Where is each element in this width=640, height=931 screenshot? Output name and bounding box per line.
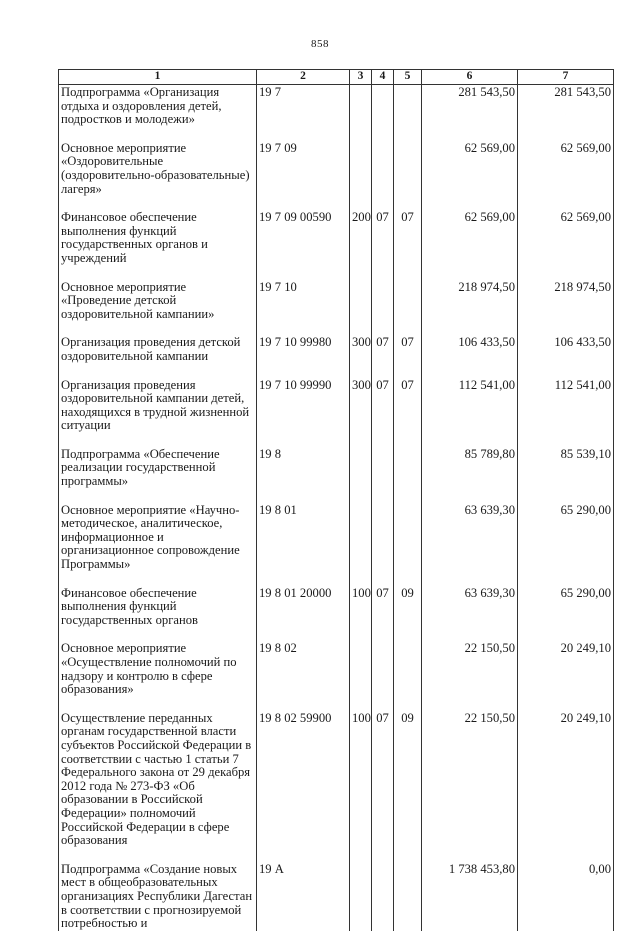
row-col5: 07 bbox=[394, 210, 422, 265]
table-row bbox=[59, 711, 614, 848]
row-code: 19 7 10 bbox=[257, 280, 350, 322]
row-spacer bbox=[59, 433, 614, 447]
row-name: Основное мероприятие «Проведение детской оздоровительной кампании» bbox=[59, 280, 257, 322]
row-amount-6: 22 150,50 bbox=[422, 711, 518, 848]
table-row bbox=[59, 503, 614, 572]
table-row bbox=[59, 378, 614, 433]
row-col3 bbox=[350, 141, 372, 196]
row-spacer bbox=[59, 364, 614, 378]
budget-table bbox=[58, 69, 614, 931]
row-amount-6: 22 150,50 bbox=[422, 641, 518, 696]
table-row bbox=[59, 85, 614, 127]
row-col3: 300 bbox=[350, 335, 372, 363]
row-col3: 100 bbox=[350, 711, 372, 848]
row-name: Осуществление переданных органам государственной власти субъектов Российской Федерации в соответствии с частью 1 статьи 7 Федерального закона от 29 декабря 2012 года № 273-ФЗ «Об образовании в Российской Федерации» полномочий Российской Федерации в сфере образования bbox=[59, 711, 257, 848]
row-amount-7: 62 569,00 bbox=[518, 210, 614, 265]
row-spacer bbox=[59, 321, 614, 335]
row-col5 bbox=[394, 280, 422, 322]
table-row bbox=[59, 335, 614, 363]
row-col4 bbox=[372, 641, 394, 696]
column-header: 4 bbox=[372, 70, 394, 85]
row-code: 19 7 10 99980 bbox=[257, 335, 350, 363]
row-spacer bbox=[59, 489, 614, 503]
column-header: 7 bbox=[518, 70, 614, 85]
row-spacer bbox=[59, 848, 614, 862]
row-name: Подпрограмма «Обеспечение реализации государственной программы» bbox=[59, 447, 257, 489]
row-col4 bbox=[372, 141, 394, 196]
row-name: Подпрограмма «Создание новых мест в общеобразовательных организациях Республики Дагестан в соответствии с прогнозируемой потребностью и bbox=[59, 862, 257, 931]
row-code: 19 А bbox=[257, 862, 350, 931]
row-code: 19 8 01 20000 bbox=[257, 586, 350, 628]
row-name: Основное мероприятие «Оздоровительные (оздоровительно-образовательные) лагеря» bbox=[59, 141, 257, 196]
row-spacer bbox=[59, 196, 614, 210]
row-amount-7: 106 433,50 bbox=[518, 335, 614, 363]
row-col3: 300 bbox=[350, 378, 372, 433]
row-col5 bbox=[394, 85, 422, 127]
row-code: 19 8 01 bbox=[257, 503, 350, 572]
row-amount-6: 63 639,30 bbox=[422, 503, 518, 572]
row-name: Основное мероприятие «Научно-методическое, аналитическое, информационное и организационное сопровождение Программы» bbox=[59, 503, 257, 572]
row-col4 bbox=[372, 862, 394, 931]
row-col4: 07 bbox=[372, 210, 394, 265]
table-row bbox=[59, 862, 614, 931]
row-col3 bbox=[350, 503, 372, 572]
row-amount-6: 281 543,50 bbox=[422, 85, 518, 127]
page-number: 858 bbox=[311, 38, 329, 50]
row-spacer bbox=[59, 627, 614, 641]
row-spacer bbox=[59, 127, 614, 141]
table-row bbox=[59, 641, 614, 696]
row-col4: 07 bbox=[372, 711, 394, 848]
row-col5: 09 bbox=[394, 586, 422, 628]
row-col4 bbox=[372, 280, 394, 322]
row-col4: 07 bbox=[372, 586, 394, 628]
row-amount-6: 62 569,00 bbox=[422, 141, 518, 196]
row-col5 bbox=[394, 141, 422, 196]
row-amount-7: 20 249,10 bbox=[518, 711, 614, 848]
column-header: 5 bbox=[394, 70, 422, 85]
row-spacer bbox=[59, 572, 614, 586]
row-spacer bbox=[59, 697, 614, 711]
row-col3 bbox=[350, 862, 372, 931]
row-col3: 200 bbox=[350, 210, 372, 265]
column-header: 2 bbox=[257, 70, 350, 85]
row-code: 19 8 02 59900 bbox=[257, 711, 350, 848]
column-header: 6 bbox=[422, 70, 518, 85]
row-code: 19 7 09 00590 bbox=[257, 210, 350, 265]
row-amount-6: 218 974,50 bbox=[422, 280, 518, 322]
table-row bbox=[59, 141, 614, 196]
row-col5 bbox=[394, 503, 422, 572]
row-amount-6: 106 433,50 bbox=[422, 335, 518, 363]
row-amount-7: 65 290,00 bbox=[518, 503, 614, 572]
row-name: Финансовое обеспечение выполнения функций государственных органов и учреждений bbox=[59, 210, 257, 265]
row-col3 bbox=[350, 447, 372, 489]
row-name: Основное мероприятие «Осуществление полномочий по надзору и контролю в сфере образования» bbox=[59, 641, 257, 696]
row-col5 bbox=[394, 641, 422, 696]
row-col4 bbox=[372, 447, 394, 489]
row-col3 bbox=[350, 280, 372, 322]
row-col5: 09 bbox=[394, 711, 422, 848]
row-spacer bbox=[59, 266, 614, 280]
table-header-row bbox=[59, 70, 614, 85]
row-amount-6: 1 738 453,80 bbox=[422, 862, 518, 931]
row-col4 bbox=[372, 503, 394, 572]
row-col4 bbox=[372, 85, 394, 127]
row-name: Организация проведения оздоровительной кампании детей, находящихся в трудной жизненной ситуации bbox=[59, 378, 257, 433]
row-amount-6: 112 541,00 bbox=[422, 378, 518, 433]
table-row bbox=[59, 586, 614, 628]
row-amount-7: 112 541,00 bbox=[518, 378, 614, 433]
table-row bbox=[59, 447, 614, 489]
table-row bbox=[59, 210, 614, 265]
row-amount-7: 0,00 bbox=[518, 862, 614, 931]
row-amount-7: 65 290,00 bbox=[518, 586, 614, 628]
row-code: 19 8 bbox=[257, 447, 350, 489]
row-col5 bbox=[394, 447, 422, 489]
row-col3 bbox=[350, 85, 372, 127]
row-amount-7: 20 249,10 bbox=[518, 641, 614, 696]
row-col5: 07 bbox=[394, 378, 422, 433]
row-name: Организация проведения детской оздоровительной кампании bbox=[59, 335, 257, 363]
row-col3: 100 bbox=[350, 586, 372, 628]
column-header: 1 bbox=[59, 70, 257, 85]
row-col5: 07 bbox=[394, 335, 422, 363]
row-amount-7: 62 569,00 bbox=[518, 141, 614, 196]
row-name: Подпрограмма «Организация отдыха и оздоровления детей, подростков и молодежи» bbox=[59, 85, 257, 127]
row-amount-7: 218 974,50 bbox=[518, 280, 614, 322]
row-col5 bbox=[394, 862, 422, 931]
row-col4: 07 bbox=[372, 335, 394, 363]
row-amount-7: 281 543,50 bbox=[518, 85, 614, 127]
row-code: 19 7 bbox=[257, 85, 350, 127]
row-amount-6: 63 639,30 bbox=[422, 586, 518, 628]
row-amount-6: 62 569,00 bbox=[422, 210, 518, 265]
table-row bbox=[59, 280, 614, 322]
column-header: 3 bbox=[350, 70, 372, 85]
row-code: 19 8 02 bbox=[257, 641, 350, 696]
row-name: Финансовое обеспечение выполнения функций государственных органов bbox=[59, 586, 257, 628]
row-col4: 07 bbox=[372, 378, 394, 433]
row-code: 19 7 09 bbox=[257, 141, 350, 196]
row-amount-6: 85 789,80 bbox=[422, 447, 518, 489]
row-code: 19 7 10 99990 bbox=[257, 378, 350, 433]
row-amount-7: 85 539,10 bbox=[518, 447, 614, 489]
row-col3 bbox=[350, 641, 372, 696]
